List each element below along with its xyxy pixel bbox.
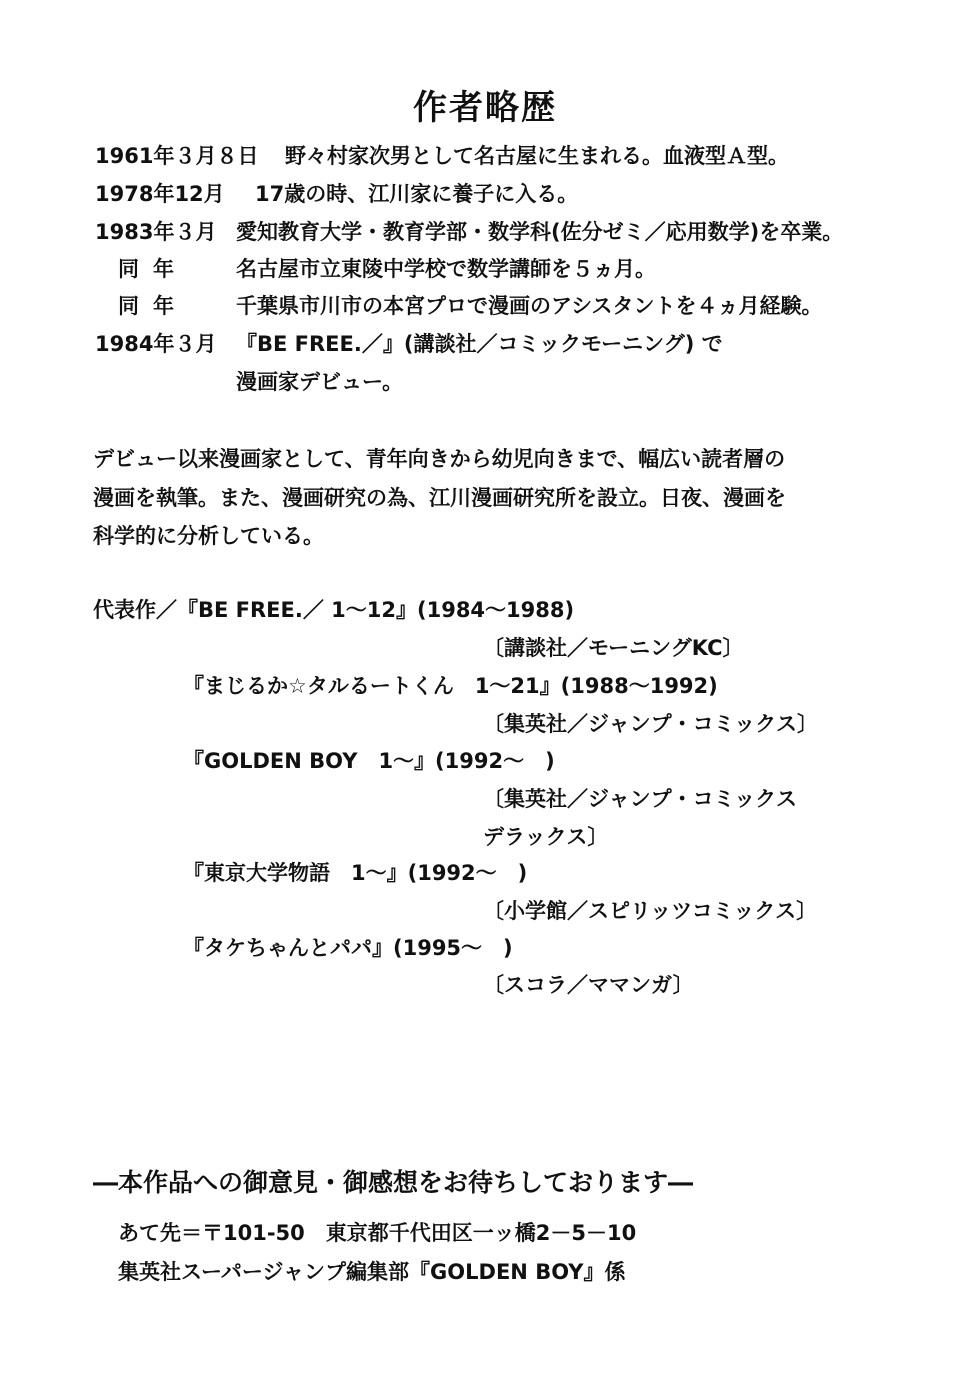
work-title: 『東京大学物語 1～』(1992～ ) xyxy=(183,861,528,885)
work-publisher-continuation: デラックス〕 xyxy=(483,825,609,849)
timeline-date: 1961年３月８日 xyxy=(95,144,259,168)
work-publisher: 〔集英社／ジャンプ・コミックス〕 xyxy=(483,712,818,736)
works-label: 代表作／ xyxy=(93,598,177,622)
bio-paragraph: デビュー以来漫画家として、青年向きから幼児向きまで、幅広い読者層の 漫画を執筆。また、漫画研究の為、江川漫画研究所を設立。日夜、漫画を 科学的に分析している。 xyxy=(93,447,786,548)
editorial-department: 集英社スーパージャンプ編集部『GOLDEN BOY』係 xyxy=(118,1260,626,1284)
work-publisher: 〔小学館／スピリッツコミックス〕 xyxy=(483,899,818,923)
page-title: 作者略歴 xyxy=(413,88,557,128)
work-title: 『まじるか☆タルるートくん 1～21』(1988～1992) xyxy=(183,674,718,698)
work-publisher: 〔集英社／ジャンプ・コミックス xyxy=(483,787,797,811)
mailing-address: あて先＝〒101-50 東京都千代田区一ッ橋2－5－10 xyxy=(118,1221,637,1245)
timeline-text: 野々村家次男として名古屋に生まれる。血液型Ａ型。 xyxy=(285,144,789,168)
timeline-date: 1984年３月 xyxy=(95,332,217,356)
timeline-date: 1978年12月 xyxy=(95,182,225,206)
timeline-date: 同年 xyxy=(118,294,188,318)
work-publisher: 〔スコラ／ママンガ〕 xyxy=(483,973,694,997)
work-title: 『GOLDEN BOY 1～』(1992～ ) xyxy=(183,749,555,773)
timeline-text: 17歳の時、江川家に養子に入る。 xyxy=(255,182,579,206)
timeline-text: 愛知教育大学・教育学部・数学科(佐分ゼミ／応用数学)を卒業。 xyxy=(236,220,844,244)
work-title: 『タケちゃんとパパ』(1995～ ) xyxy=(183,936,513,960)
timeline-text: 『BE FREE.／』(講談社／コミックモーニング) で xyxy=(236,332,723,356)
work-publisher: 〔講談社／モーニングKC〕 xyxy=(483,636,744,660)
timeline-date: 1983年３月 xyxy=(95,220,217,244)
timeline-text: 千葉県市川市の本宮プロで漫画のアシスタントを４ヵ月経験。 xyxy=(236,294,823,318)
timeline-text: 名古屋市立東陵中学校で数学講師を５ヵ月。 xyxy=(236,257,656,281)
timeline-date: 同年 xyxy=(118,257,188,281)
work-title: 『BE FREE.／ 1～12』(1984～1988) xyxy=(177,598,575,622)
works-list-first xyxy=(93,594,574,624)
feedback-heading: ―本作品への御意見・御感想をお待ちしております― xyxy=(93,1168,694,1197)
timeline-text: 漫画家デビュー。 xyxy=(236,370,404,394)
